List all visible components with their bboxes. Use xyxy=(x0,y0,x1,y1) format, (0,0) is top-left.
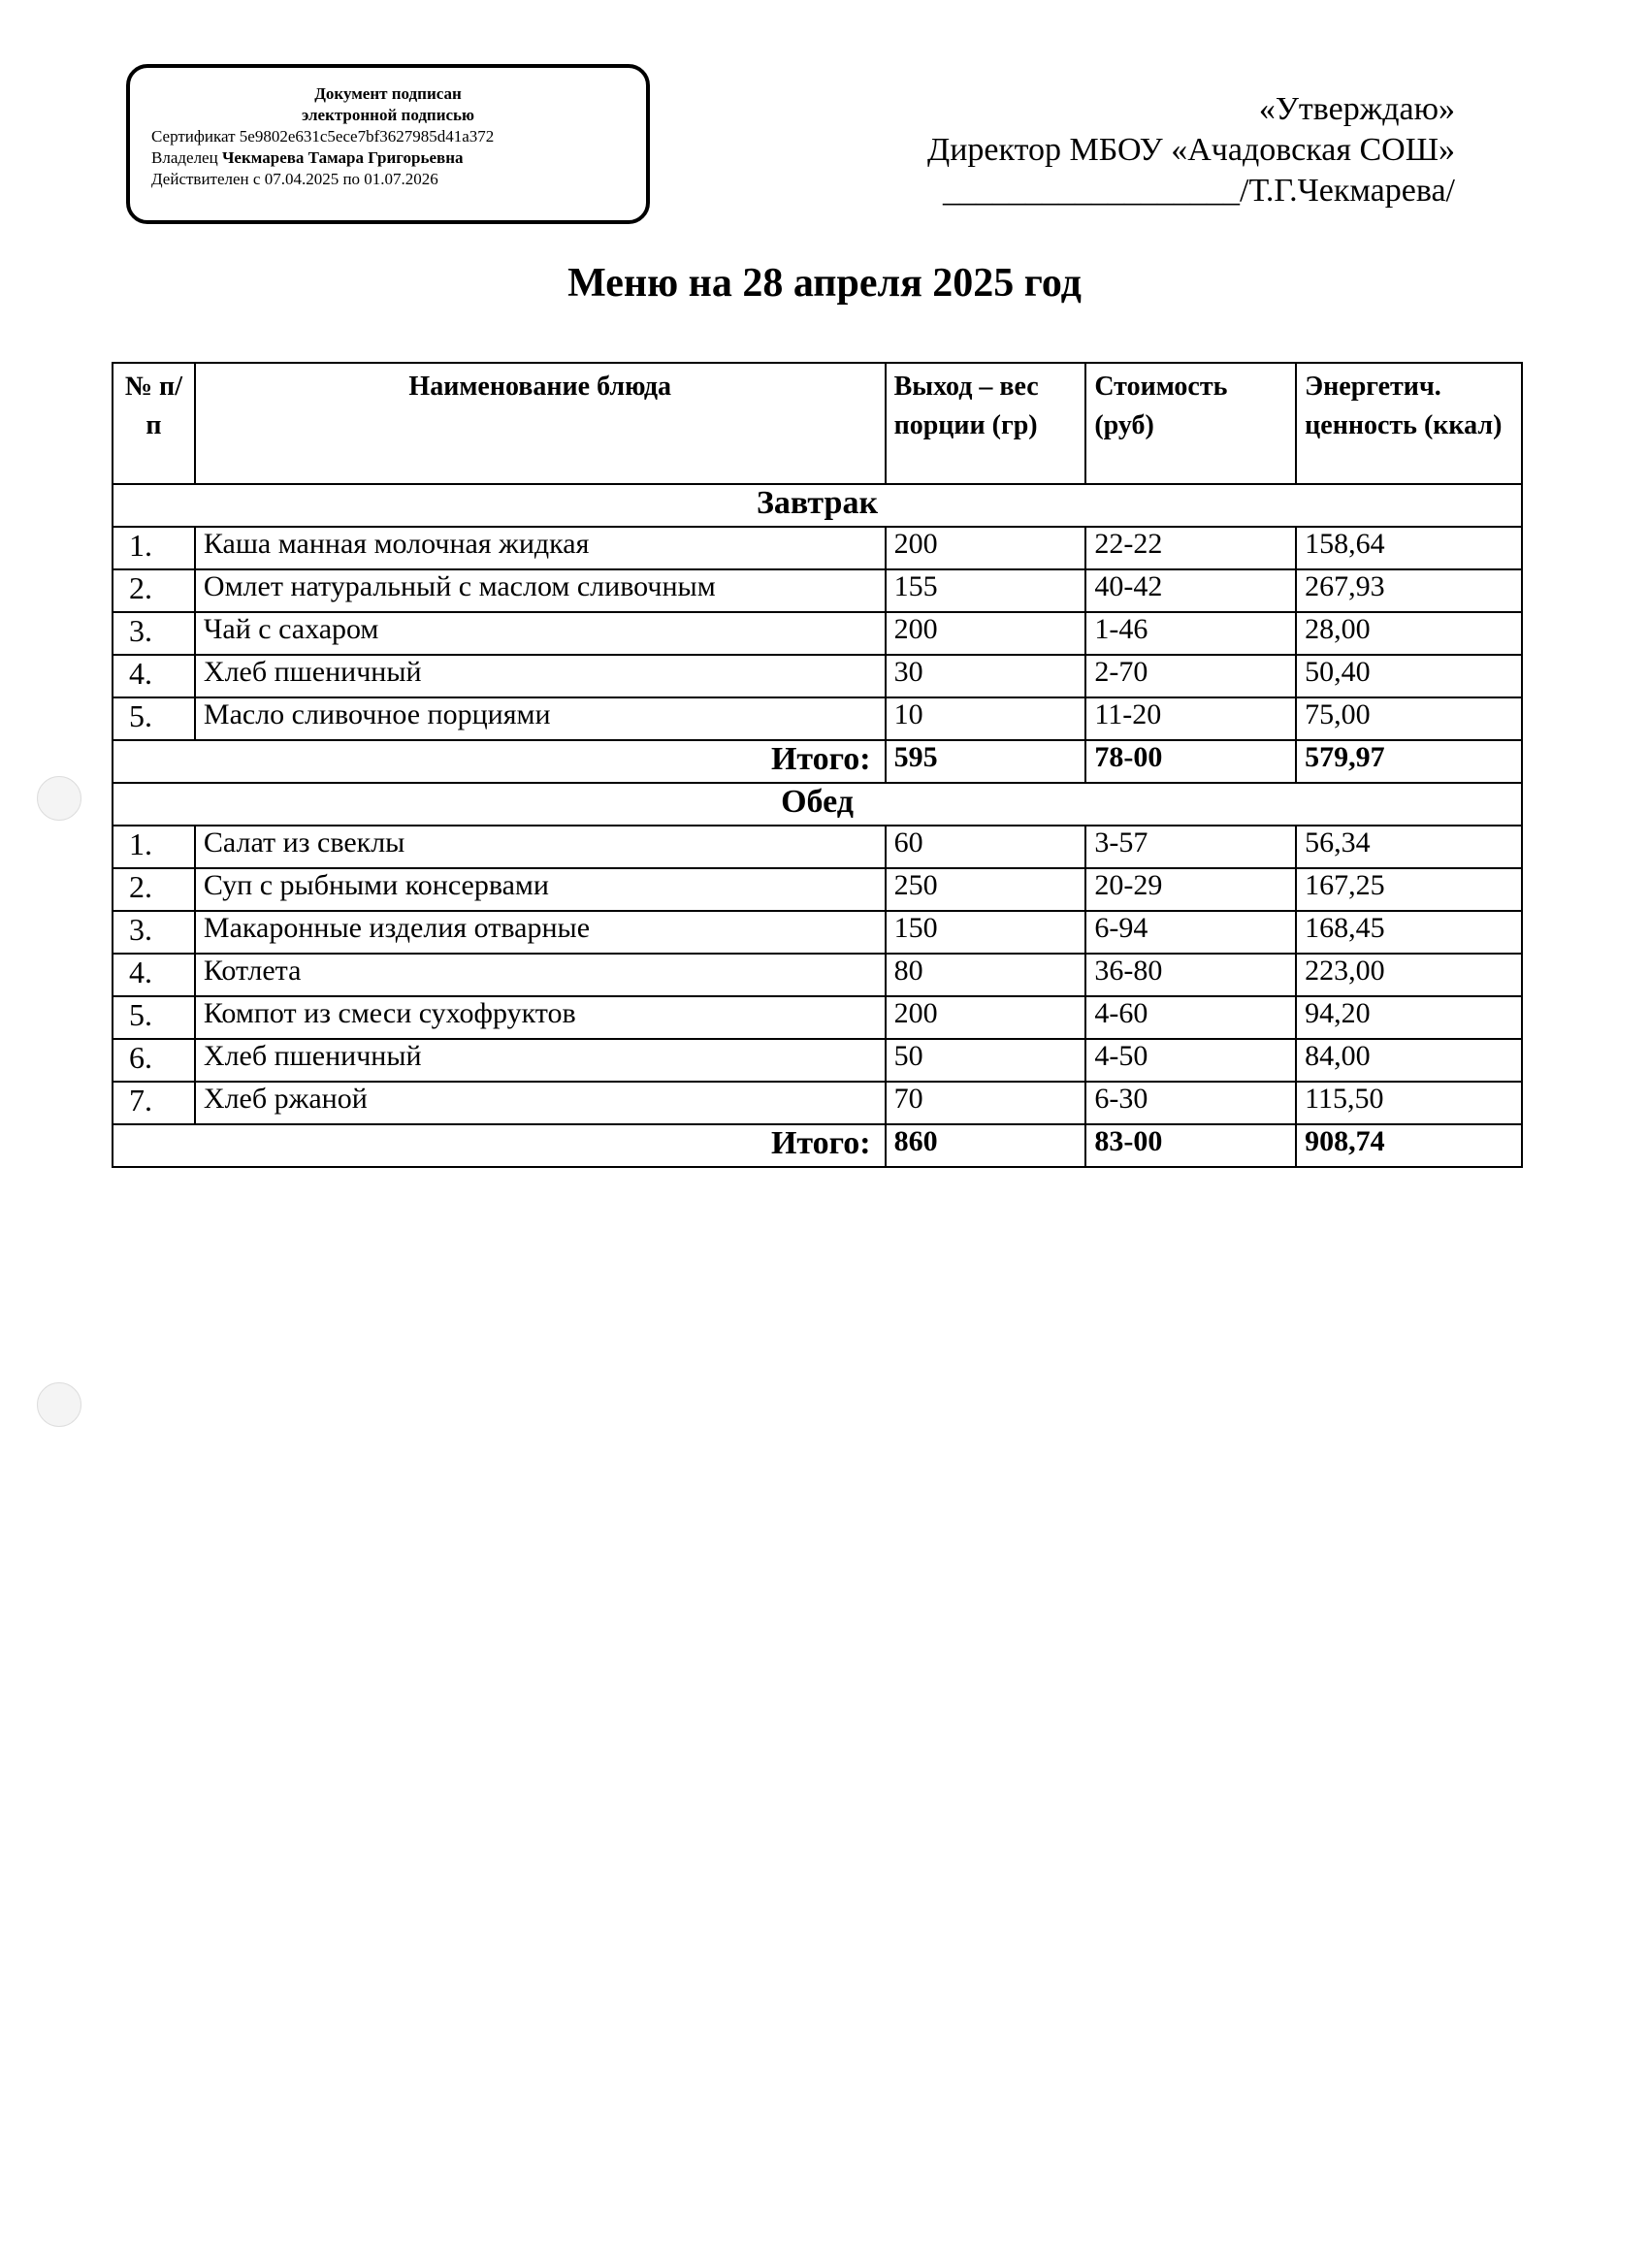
row-energy: 94,20 xyxy=(1296,996,1522,1039)
punch-hole xyxy=(37,1382,81,1427)
row-name: Хлеб пшеничный xyxy=(195,655,886,697)
row-cost: 3-57 xyxy=(1085,826,1296,868)
total-cost: 83-00 xyxy=(1085,1124,1296,1167)
owner-label: Владелец xyxy=(151,148,218,167)
section-row-breakfast xyxy=(113,484,1522,527)
row-energy: 84,00 xyxy=(1296,1039,1522,1082)
certificate-label: Сертификат xyxy=(151,127,236,146)
row-name: Суп с рыбными консервами xyxy=(195,868,886,911)
header-energy: Энергетич. ценность (ккал) xyxy=(1296,363,1522,484)
row-weight: 200 xyxy=(886,527,1086,569)
section-row-lunch xyxy=(113,783,1522,826)
total-weight: 595 xyxy=(886,740,1086,783)
row-cost: 36-80 xyxy=(1085,954,1296,996)
electronic-signature-stamp xyxy=(126,64,650,224)
table-header-row xyxy=(113,363,1522,484)
row-weight: 10 xyxy=(886,697,1086,740)
section-title: Обед xyxy=(113,783,1522,826)
table-row xyxy=(113,996,1522,1039)
row-cost: 4-60 xyxy=(1085,996,1296,1039)
row-num: 7. xyxy=(113,1082,195,1124)
row-cost: 22-22 xyxy=(1085,527,1296,569)
total-label: Итого: xyxy=(113,740,886,783)
row-num: 3. xyxy=(113,911,195,954)
row-num: 4. xyxy=(113,954,195,996)
table-row xyxy=(113,1039,1522,1082)
row-name: Компот из смеси сухофруктов xyxy=(195,996,886,1039)
row-name: Омлет натуральный с маслом сливочным xyxy=(195,569,886,612)
total-cost: 78-00 xyxy=(1085,740,1296,783)
table-row xyxy=(113,868,1522,911)
row-name: Чай с сахаром xyxy=(195,612,886,655)
row-weight: 155 xyxy=(886,569,1086,612)
row-energy: 267,93 xyxy=(1296,569,1522,612)
row-cost: 1-46 xyxy=(1085,612,1296,655)
row-name: Хлеб пшеничный xyxy=(195,1039,886,1082)
header-name: Наименование блюда xyxy=(195,363,886,484)
owner-value: Чекмарева Тамара Григорьевна xyxy=(221,148,464,167)
table-row xyxy=(113,569,1522,612)
row-name: Каша манная молочная жидкая xyxy=(195,527,886,569)
row-weight: 50 xyxy=(886,1039,1086,1082)
row-cost: 4-50 xyxy=(1085,1039,1296,1082)
total-row-breakfast xyxy=(113,740,1522,783)
row-weight: 60 xyxy=(886,826,1086,868)
signature-certificate xyxy=(151,126,625,147)
section-title: Завтрак xyxy=(113,484,1522,527)
row-energy: 75,00 xyxy=(1296,697,1522,740)
row-num: 2. xyxy=(113,569,195,612)
row-cost: 6-94 xyxy=(1085,911,1296,954)
certificate-value: 5e9802e631c5ece7bf3627985d41a372 xyxy=(239,127,495,146)
table-row xyxy=(113,612,1522,655)
total-energy: 908,74 xyxy=(1296,1124,1522,1167)
page-title: Меню на 28 апреля 2025 год xyxy=(567,261,1082,306)
row-energy: 28,00 xyxy=(1296,612,1522,655)
table-row xyxy=(113,655,1522,697)
row-cost: 6-30 xyxy=(1085,1082,1296,1124)
row-energy: 158,64 xyxy=(1296,527,1522,569)
row-energy: 167,25 xyxy=(1296,868,1522,911)
row-weight: 150 xyxy=(886,911,1086,954)
signature-owner xyxy=(151,147,625,169)
row-weight: 200 xyxy=(886,996,1086,1039)
row-weight: 200 xyxy=(886,612,1086,655)
row-energy: 115,50 xyxy=(1296,1082,1522,1124)
row-name: Салат из свеклы xyxy=(195,826,886,868)
row-num: 1. xyxy=(113,527,195,569)
approval-block xyxy=(757,89,1455,211)
row-cost: 40-42 xyxy=(1085,569,1296,612)
approval-line-3: __________________/Т.Г.Чекмарева/ xyxy=(943,173,1455,209)
total-energy: 579,97 xyxy=(1296,740,1522,783)
approval-line-1: «Утверждаю» xyxy=(1258,91,1455,127)
table-row xyxy=(113,697,1522,740)
row-name: Макаронные изделия отварные xyxy=(195,911,886,954)
table-row xyxy=(113,527,1522,569)
row-weight: 70 xyxy=(886,1082,1086,1124)
row-weight: 250 xyxy=(886,868,1086,911)
row-num: 1. xyxy=(113,826,195,868)
row-name: Хлеб ржаной xyxy=(195,1082,886,1124)
table-row xyxy=(113,911,1522,954)
total-label: Итого: xyxy=(113,1124,886,1167)
punch-hole xyxy=(37,776,81,821)
table-row xyxy=(113,1082,1522,1124)
signature-validity: Действителен с 07.04.2025 по 01.07.2026 xyxy=(151,170,438,188)
row-weight: 30 xyxy=(886,655,1086,697)
header-weight: Выход – вес порции (гр) xyxy=(886,363,1086,484)
row-energy: 168,45 xyxy=(1296,911,1522,954)
row-cost: 11-20 xyxy=(1085,697,1296,740)
signature-line-1: Документ подписан xyxy=(314,84,462,103)
row-num: 3. xyxy=(113,612,195,655)
signature-line-2: электронной подписью xyxy=(301,106,475,124)
row-energy: 50,40 xyxy=(1296,655,1522,697)
row-num: 6. xyxy=(113,1039,195,1082)
header-num: № п/п xyxy=(113,363,195,484)
row-num: 4. xyxy=(113,655,195,697)
total-weight: 860 xyxy=(886,1124,1086,1167)
row-energy: 56,34 xyxy=(1296,826,1522,868)
row-num: 5. xyxy=(113,996,195,1039)
table-row xyxy=(113,826,1522,868)
row-cost: 2-70 xyxy=(1085,655,1296,697)
row-weight: 80 xyxy=(886,954,1086,996)
menu-table xyxy=(112,362,1523,1168)
total-row-lunch xyxy=(113,1124,1522,1167)
approval-line-2: Директор МБОУ «Ачадовская СОШ» xyxy=(927,132,1455,168)
row-name: Котлета xyxy=(195,954,886,996)
row-num: 2. xyxy=(113,868,195,911)
table-row xyxy=(113,954,1522,996)
row-cost: 20-29 xyxy=(1085,868,1296,911)
row-energy: 223,00 xyxy=(1296,954,1522,996)
row-name: Масло сливочное порциями xyxy=(195,697,886,740)
row-num: 5. xyxy=(113,697,195,740)
header-cost: Стоимость (руб) xyxy=(1085,363,1296,484)
